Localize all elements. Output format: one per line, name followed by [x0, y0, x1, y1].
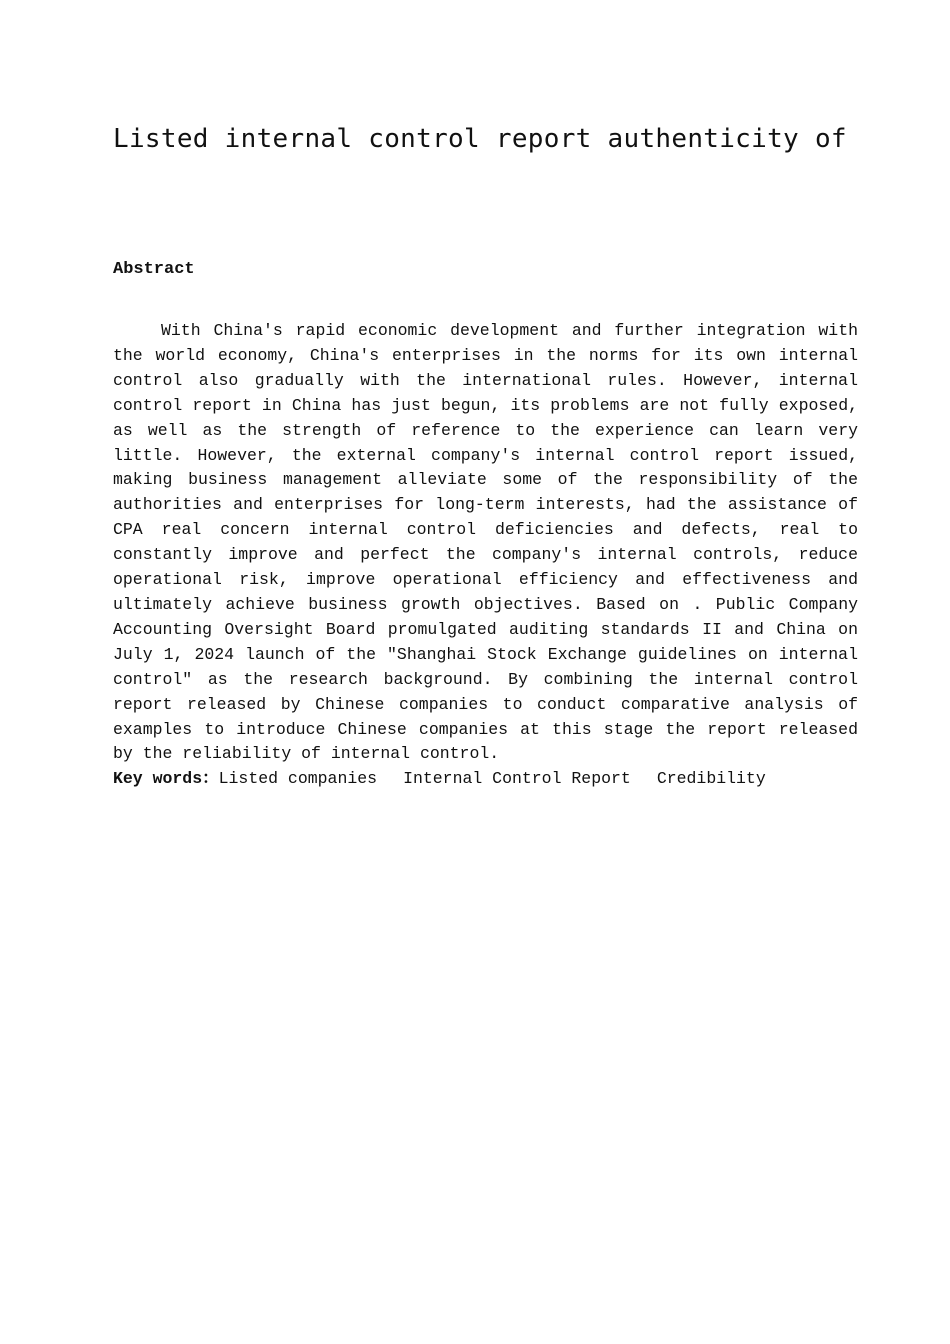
document-title: Listed internal control report authenticity of [113, 124, 847, 154]
keyword-item: Internal Control Report [403, 769, 631, 788]
keyword-item: Listed companies [218, 769, 378, 788]
keywords-label: Key words： [113, 769, 219, 788]
keywords-line [113, 767, 858, 791]
keyword-item: Credibility [656, 769, 766, 788]
abstract-body: With China's rapid economic development and further integration with the world economy, China's enterprises in the norms for its own internal control also gradually with the international rules. However, internal control report in China has just begun, its problems are not fully exposed, as well as the strength of reference to the experience can learn very little. However, the external company's internal control report issued, making business management alleviate some of the responsibility of the authorities and enterprises for long-term interests, had the assistance of CPA real concern internal control deficiencies and defects, real to constantly improve and perfect the company's internal controls, reduce operational risk, improve operational efficiency and effectiveness and ultimately achieve business growth objectives. Based on . Public Company Accounting Oversight Board promulgated auditing standards II and China on July 1, 2024 launch of the "Shanghai Stock Exchange guidelines on internal control" as the research background. By combining the internal control report released by Chinese companies to conduct comparative analysis of examples to introduce Chinese companies at this stage the report released by the reliability of internal control. [113, 321, 858, 764]
abstract-heading: Abstract [113, 260, 195, 279]
